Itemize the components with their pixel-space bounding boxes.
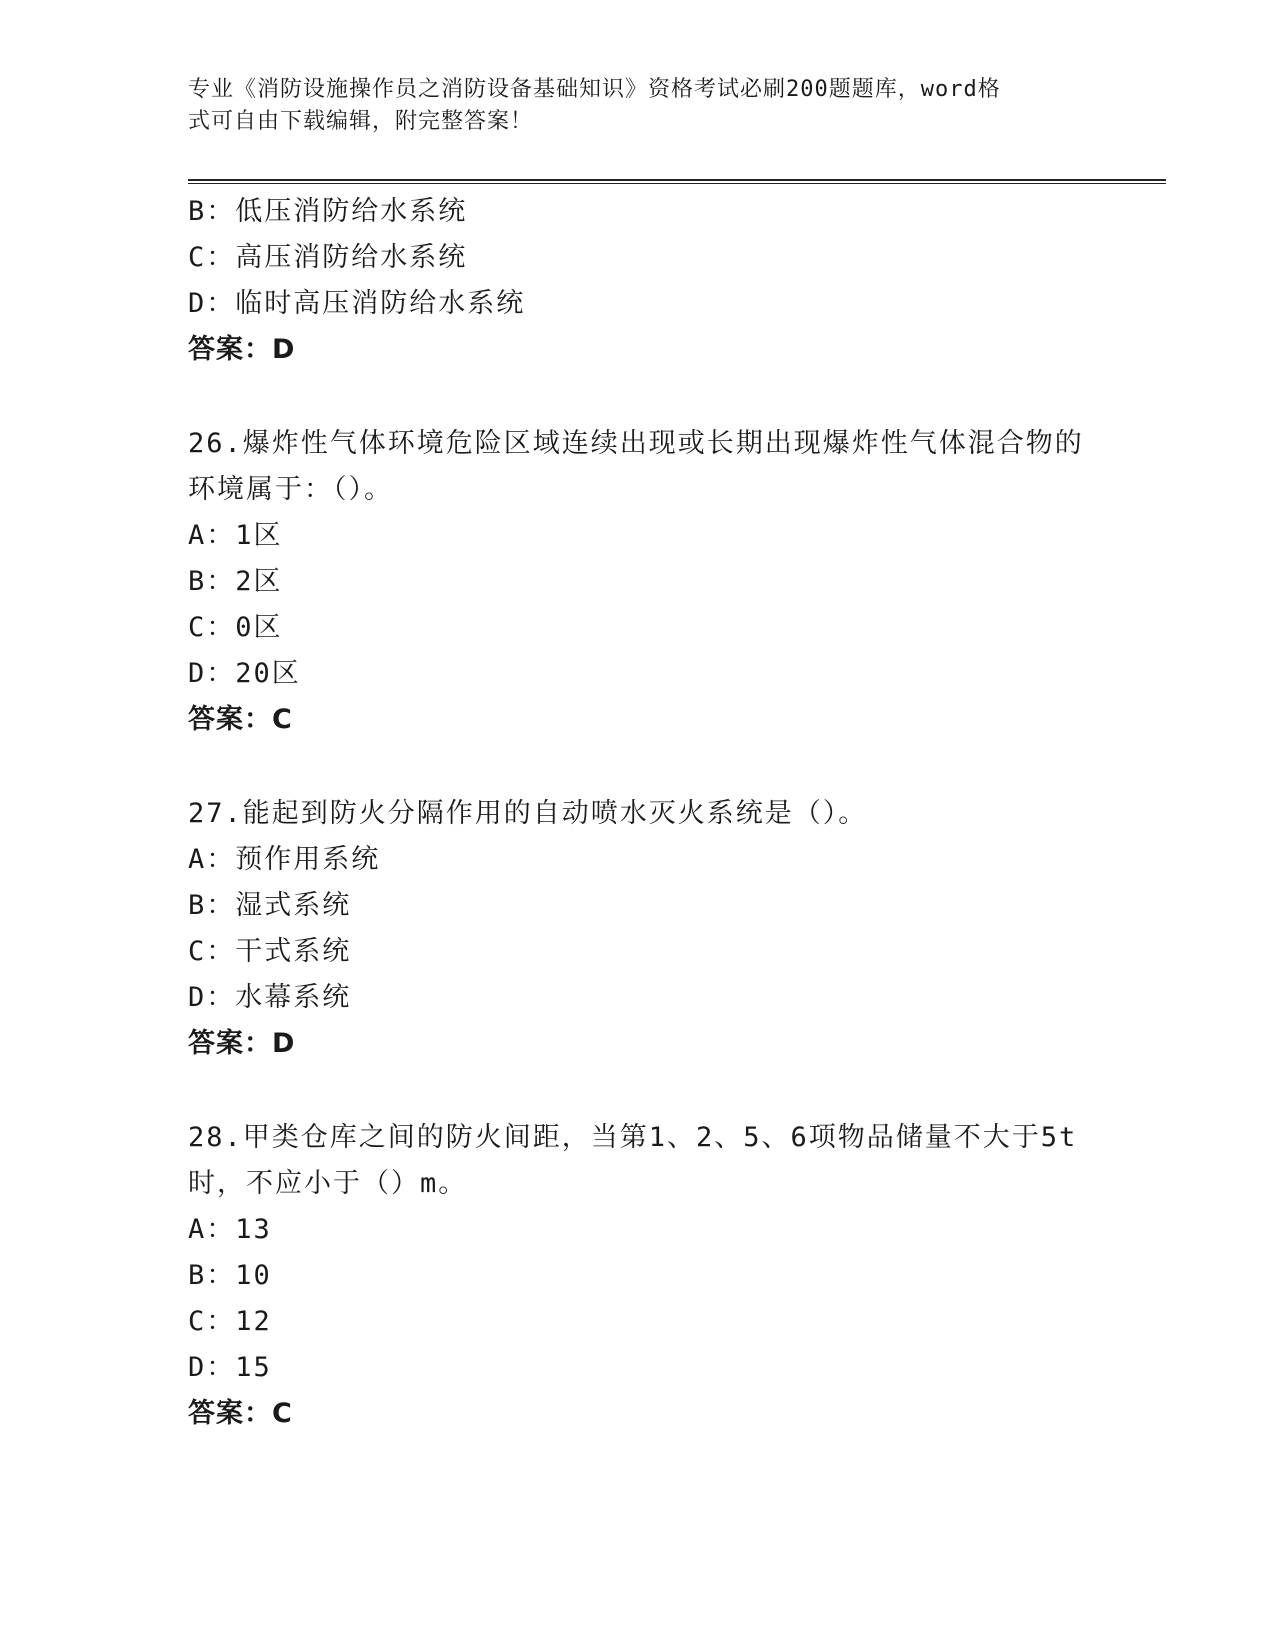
option-a: A：1区 (188, 520, 283, 551)
option-d: D：水幕系统 (188, 982, 352, 1013)
option-a: A：13 (188, 1214, 272, 1245)
option-b: B：湿式系统 (188, 890, 352, 921)
option-d: D：20区 (188, 658, 301, 689)
question-stem-line-2: 环境属于：（）。 (188, 474, 393, 505)
option-c: C：12 (188, 1306, 272, 1337)
option-b: B：2区 (188, 566, 283, 597)
document-header (188, 74, 1088, 138)
header-line-1: 专业《消防设施操作员之消防设备基础知识》资格考试必刷200题题库，word格 (188, 77, 1001, 102)
question-stem-line-1: 28.甲类仓库之间的防火间距，当第1、2、5、6项物品储量不大于5t (188, 1122, 1078, 1153)
option-a: A：预作用系统 (188, 844, 381, 875)
spacer (188, 743, 1088, 791)
question-list (188, 189, 1088, 1437)
answer: 答案：D (188, 334, 296, 365)
question-stem-line-1: 27.能起到防火分隔作用的自动喷水灭火系统是（）。 (188, 798, 868, 829)
option-c: C：干式系统 (188, 936, 352, 967)
question-28 (188, 1115, 1088, 1437)
header-line-2: 式可自由下载编辑，附完整答案！ (188, 109, 534, 134)
option-c: C：0区 (188, 612, 283, 643)
header-divider-thick (188, 179, 1166, 181)
option-d: D：15 (188, 1352, 272, 1383)
option-d: D：临时高压消防给水系统 (188, 288, 526, 319)
answer: 答案：C (188, 1398, 293, 1429)
answer: 答案：C (188, 704, 293, 735)
question-stem-line-1: 26.爆炸性气体环境危险区域连续出现或长期出现爆炸性气体混合物的 (188, 428, 1084, 459)
option-b: B：10 (188, 1260, 272, 1291)
option-c: C：高压消防给水系统 (188, 242, 468, 273)
question-25 (188, 189, 1088, 373)
spacer (188, 1067, 1088, 1115)
header-divider-thin (188, 183, 1166, 184)
answer: 答案：D (188, 1028, 296, 1059)
option-b: B：低压消防给水系统 (188, 196, 468, 227)
question-26 (188, 421, 1088, 743)
spacer (188, 373, 1088, 421)
question-27 (188, 791, 1088, 1067)
question-stem-line-2: 时，不应小于（）m。 (188, 1168, 468, 1199)
